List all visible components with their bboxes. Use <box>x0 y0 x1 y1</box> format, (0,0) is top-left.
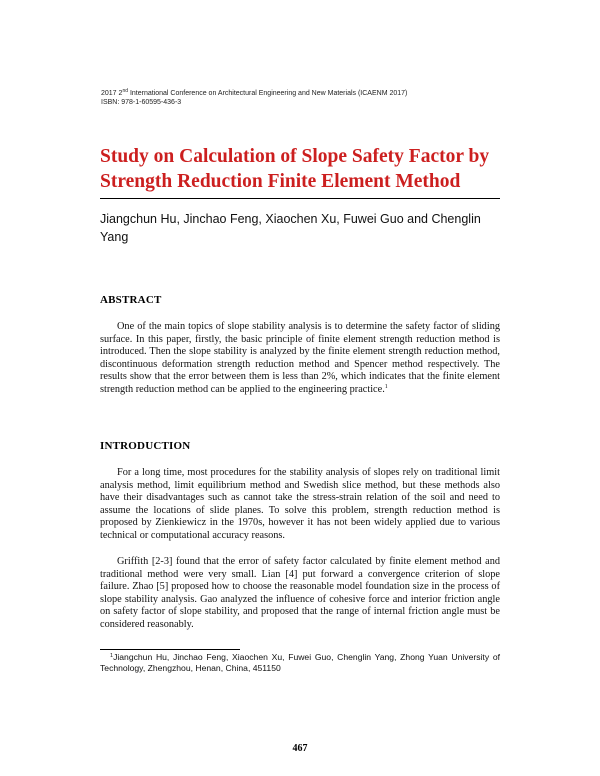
footnote-number: 1 <box>110 653 114 659</box>
intro-paragraph-2: Griffith [2-3] found that the error of safety factor calculated by finite element method and traditional method were very small. Lian [4] put forward a convergence criterion of slope failure. Zhao [5] proposed how to choose the reasonable model foundation size in the process of slope stability analysis. Gao analyzed the influence of cohesive force and interior friction angle on safety factor of slope stability, and proposed that the range of internal friction angle must be considered reasonably. <box>100 556 500 630</box>
title-divider <box>100 198 500 199</box>
footnote <box>100 652 500 674</box>
footnote-text: Jiangchun Hu, Jinchao Feng, Xiaochen Xu, Fuwei Guo, Chenglin Yang, Zhong Yuan University of Technology, Zhengzhou, Henan, China, 451150 <box>100 652 500 673</box>
conference-year: 2017 <box>101 90 117 97</box>
intro-paragraph-1: For a long time, most procedures for the stability analysis of slopes rely on traditional limit analysis method, limit equilibrium method and Swedish slice method, but these methods also have their disadvantages such as cannot take the stress-strain relation of the soil and need to assume the locations of slide planes. To solve this problem, strength reduction method is proposed by Zienkiewicz in the 1970s, however it has not been widely applied due to various technical or computational accuracy reasons. <box>100 467 500 541</box>
page-number: 467 <box>292 743 308 754</box>
conference-name: International Conference on Architectural Engineering and New Materials (ICAENM 2017) <box>128 90 408 97</box>
paper-title: Study on Calculation of Slope Safety Factor by Strength Reduction Finite Element Method <box>100 146 490 192</box>
conference-ordinal: 2 <box>118 90 123 97</box>
conference-line <box>101 89 407 98</box>
author-list: Jiangchun Hu, Jinchao Feng, Xiaochen Xu, Fuwei Guo and Chenglin Yang <box>100 212 481 244</box>
abstract-text: One of the main topics of slope stability analysis is to determine the safety factor of sliding surface. In this paper, firstly, the basic principle of finite element strength reduction method is introduced. Then the slope stability is analyzed by the finite element strength reduction method, discontinuous deformation strength reduction method and Spencer method respectively. The results show that the error between them is less than 2%, which indicates that the finite element strength reduction method can be applied to the engineering practice. <box>100 321 500 395</box>
introduction-heading: INTRODUCTION <box>100 440 191 452</box>
isbn: ISBN: 978-1-60595-436-3 <box>101 99 182 106</box>
conference-ordinal-suffix: nd <box>122 88 128 94</box>
footnote-divider <box>100 649 240 650</box>
abstract-heading: ABSTRACT <box>100 294 162 306</box>
footnote-marker: 1 <box>384 383 388 390</box>
conference-header <box>101 89 407 107</box>
abstract-paragraph <box>100 321 500 397</box>
